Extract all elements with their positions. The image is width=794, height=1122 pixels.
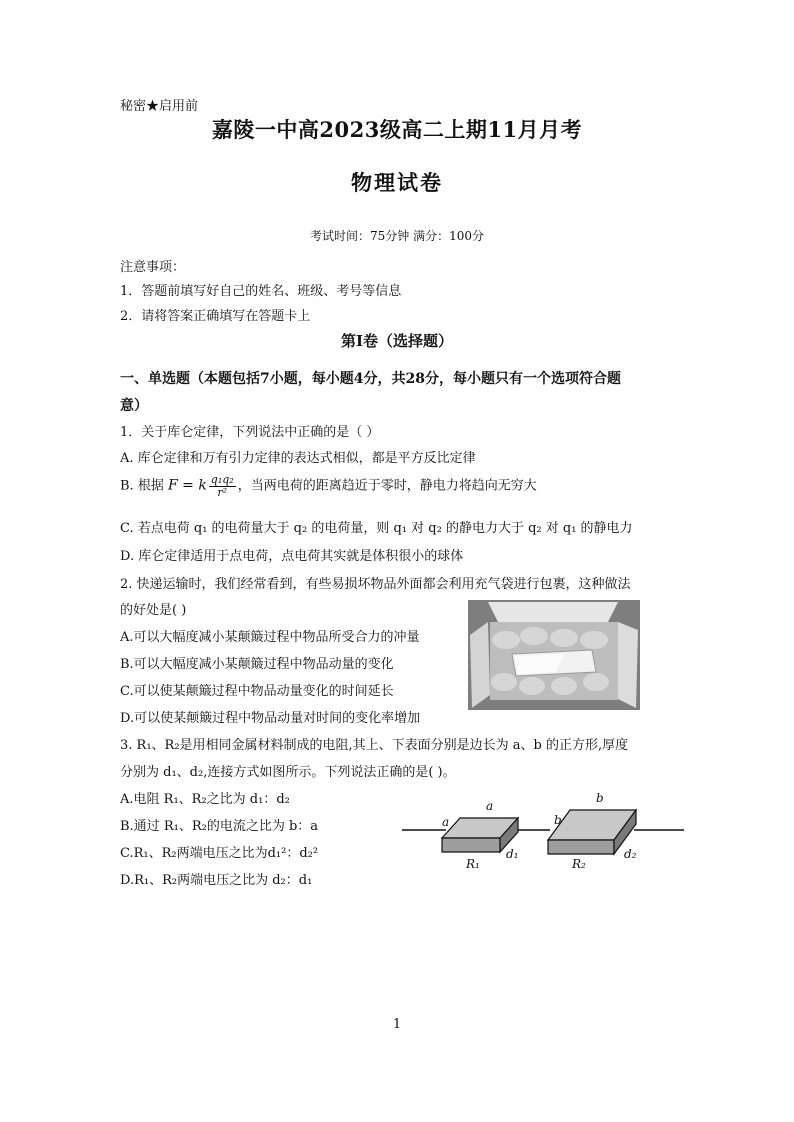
note-item-2: 2．请将答案正确填写在答题卡上 [120,309,311,324]
label-r1: R₁ [466,857,480,871]
confidential-label: 秘密★启用前 [120,99,199,114]
q2-stem-line1: 2. 快递运输时，我们经常看到，有些易损坏物品外面都会利用充气袋进行包裹，这种做法 [120,577,631,592]
formula-denominator: r² [217,485,228,499]
q3-option-c: C.R₁、R₂两端电压之比为d₁²：d₂² [120,846,319,861]
q3-option-a: A.电阻 R₁、R₂之比为 d₁：d₂ [120,792,290,807]
q3-option-b: B.通过 R₁、R₂的电流之比为 b：a [120,819,319,834]
q2-option-d: D.可以使某颠簸过程中物品动量对时间的变化率增加 [120,711,421,726]
section-title: 第Ⅰ卷（选择题） [340,332,454,350]
q1-option-b-suffix: ，当两电荷的距离趋近于零时，静电力将趋向无穷大 [237,478,537,494]
formula-numerator: q₁q₂ [210,473,234,486]
label-b-top: b [596,791,604,805]
label-a-side: a [442,815,450,829]
page-number: 1 [392,1017,402,1032]
label-d1: d₁ [506,847,519,861]
resistor-circuit-diagram [398,790,688,880]
q1-option-c: C. 若点电荷 q₁ 的电荷量大于 q₂ 的电荷量，则 q₁ 对 q₂ 的静电力大于 q₂ 对 q₁ 的静电力 [120,521,633,536]
q3-option-d: D.R₁、R₂两端电压之比为 d₂：d₁ [120,873,313,888]
label-r2: R₂ [572,857,586,871]
q1-option-a: A. 库仑定律和万有引力定律的表达式相似，都是平方反比定律 [120,451,476,466]
label-d2: d₂ [624,847,637,861]
exam-info: 考试时间：75分钟 满分：100分 [310,229,484,243]
q1-stem: 1．关于库仑定律，下列说法中正确的是（ ） [120,425,380,440]
q1-option-b [120,474,537,498]
part-heading-line2: 意） [120,398,148,414]
notes-heading: 注意事项： [120,260,186,275]
q2-option-a: A.可以大幅度减小某颠簸过程中物品所受合力的冲量 [120,630,420,645]
q2-stem-line2: 的好处是( ) [120,603,187,618]
q3-stem-line1: 3. R₁、R₂是用相同金属材料制成的电阻,其上、下表面分别是边长为 a、b 的正方形,厚度 [120,738,629,753]
air-cushion-package-photo [468,600,640,710]
coulomb-formula-fraction [209,474,236,498]
q2-option-c: C.可以使某颠簸过程中物品动量变化的时间延长 [120,684,394,699]
exam-subtitle: 物理试卷 [351,170,443,195]
part-heading-line1: 一、单选题（本题包括7小题，每小题4分，共28分，每小题只有一个选项符合题 [120,371,621,387]
q1-option-b-prefix: B. 根据 [120,478,164,494]
coulomb-formula-lhs: F = k [167,477,207,494]
q2-option-b: B.可以大幅度减小某颠簸过程中物品动量的变化 [120,657,394,672]
q3-stem-line2: 分别为 d₁、d₂,连接方式如图所示。下列说法正确的是( )。 [120,765,456,780]
q1-option-d: D. 库仑定律适用于点电荷，点电荷其实就是体积很小的球体 [120,549,464,564]
note-item-1: 1．答题前填写好自己的姓名、班级、考号等信息 [120,284,402,299]
exam-title: 嘉陵一中高2023级高二上期11月月考 [211,117,583,142]
label-a-top: a [486,799,494,813]
label-b-side: b [554,813,562,827]
